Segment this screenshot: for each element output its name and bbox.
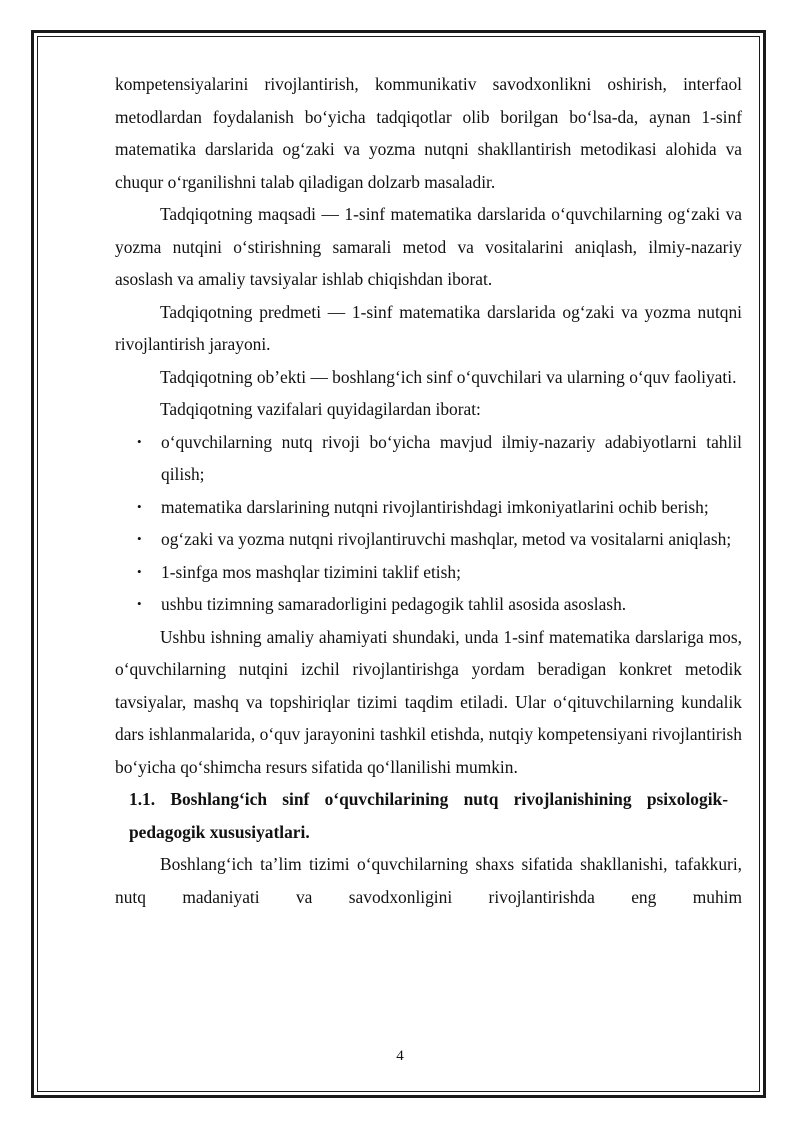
list-item-text: matematika darslarining nutqni rivojlantirishdagi imkoniyatlarini ochib berish; bbox=[161, 496, 709, 517]
page-number: 4 bbox=[396, 1048, 404, 1064]
research-tasks-list bbox=[115, 426, 742, 621]
list-item bbox=[115, 523, 742, 556]
list-item bbox=[115, 491, 742, 524]
list-item bbox=[115, 426, 742, 491]
list-item-text: o‘quvchilarning nutq rivoji bo‘yicha mavjud ilmiy-nazariy adabiyotlarni tahlil qilish; bbox=[161, 431, 742, 484]
section-first-paragraph: Boshlang‘ich ta’lim tizimi o‘quvchilarning shaxs sifatida shakllanishi, tafakkuri, nutq madaniyati va savodxonligini rivojlantirishda eng muhim bbox=[115, 854, 742, 907]
bullet-icon: • bbox=[137, 531, 142, 546]
research-tasks-intro: Tadqiqotning vazifalari quyidagilardan iborat: bbox=[160, 399, 481, 419]
bullet-icon: • bbox=[137, 563, 142, 579]
list-item-text: og‘zaki va yozma nutqni rivojlantiruvchi mashqlar, metod va vositalarni aniqlash; bbox=[161, 529, 732, 549]
list-item bbox=[115, 588, 742, 621]
list-item-text: 1-sinfga mos mashqlar tizimini taklif etish; bbox=[161, 561, 461, 582]
research-subject-paragraph: Tadqiqotning predmeti — 1-sinf matematika darslarida og‘zaki va yozma nutqni rivojlantirish jarayoni. bbox=[115, 301, 742, 354]
section-heading: 1.1. Boshlang‘ich sinf o‘quvchilarining nutq rivojlanishining psixologik-pedagogik xususiyatlari. bbox=[129, 789, 728, 842]
intro-continuation-paragraph: kompetensiyalarini rivojlantirish, kommunikativ savodxonlikni oshirish, interfaol metodlardan foydalanish bo‘yicha tadqiqotlar olib borilgan bo‘lsa-da, aynan 1-sinf matematika darslarida og‘zaki va yozma nutqni shakllantirish metodikasi alohida va chuqur o‘rganilishni talab qiladigan dolzarb masaladir. bbox=[115, 74, 742, 192]
list-item-text: ushbu tizimning samaradorligini pedagogik tahlil asosida asoslash. bbox=[161, 594, 627, 614]
bullet-icon: • bbox=[137, 596, 142, 611]
page-content bbox=[115, 68, 742, 913]
research-object-paragraph: Tadqiqotning ob’ekti — boshlang‘ich sinf o‘quvchilari va ularning o‘quv faoliyati. bbox=[160, 366, 737, 387]
list-item bbox=[115, 556, 742, 589]
practical-significance-paragraph: Ushbu ishning amaliy ahamiyati shundaki, unda 1-sinf matematika darslariga mos, o‘quvchilarning nutqini izchil rivojlantirishga yordam beradigan konkret metodik tavsiyalar, mashq va topshiriqlar tizimi taqdim etiladi. Ular o‘qituvchilarning kundalik dars ishlanmalarida, o‘quv jarayonini tashkil etishda, nutqiy kompetensiyani rivojlantirish bo‘yicha qo‘shimcha resurs sifatida qo‘llanilishi mumkin. bbox=[115, 626, 742, 777]
bullet-icon: • bbox=[137, 498, 142, 514]
bullet-icon: • bbox=[137, 433, 142, 449]
research-goal-paragraph: Tadqiqotning maqsadi — 1-sinf matematika darslarida o‘quvchilarning og‘zaki va yozma nutqini o‘stirishning samarali metod va vositalarini aniqlash, ilmiy-nazariy asoslash va amaliy tavsiyalar ishlab chiqishdan iborat. bbox=[115, 204, 742, 289]
